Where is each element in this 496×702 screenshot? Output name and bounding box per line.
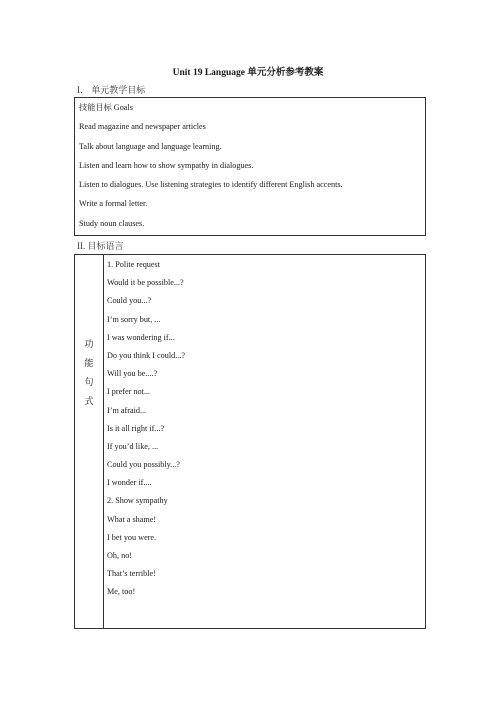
list-item: Oh, no! (107, 551, 133, 560)
list-item: If you’d like, ... (107, 441, 159, 451)
section-heading-target-language: II. 目标语言 (77, 241, 124, 251)
list-item: Is it all right if...? (107, 423, 165, 433)
label-char: 句 (84, 377, 94, 387)
list-item: 2. Show sympathy (107, 496, 168, 506)
label-char: 能 (84, 358, 94, 368)
sentence-list (107, 259, 185, 605)
goal-line: Listen and learn how to show sympathy in dialogues. (79, 160, 254, 170)
list-item: I wonder if.... (107, 478, 152, 488)
list-item: 1. Polite request (107, 260, 160, 269)
label-char: 式 (84, 396, 94, 406)
label-char: 功 (84, 339, 94, 349)
list-item: Could you...? (107, 296, 152, 306)
list-item: What a shame! (107, 514, 157, 524)
list-item: Could you possibly...? (107, 460, 180, 470)
goal-line: Write a formal letter. (79, 199, 148, 209)
goal-line: Read magazine and newspaper articles (79, 122, 206, 132)
list-item: I’m sorry but, ... (107, 314, 161, 324)
list-item: Will you be....? (107, 369, 158, 379)
list-item: Do you think I could...? (107, 350, 185, 360)
list-item: Me, too! (107, 587, 136, 597)
goals-table (74, 97, 426, 236)
list-item: Would it be possible...? (107, 278, 184, 288)
list-item: I bet you were. (107, 532, 157, 542)
goal-line: 技能目标 Goals (79, 103, 133, 112)
section-heading-goals: I． 单元教学目标 (77, 85, 146, 95)
function-sentence-label (75, 335, 103, 411)
goal-line: Study noun clauses. (79, 218, 145, 228)
list-item: I’m afraid... (107, 405, 147, 415)
list-item: That’s terrible! (107, 569, 156, 579)
goal-line: Talk about language and language learning. (79, 141, 222, 151)
column-divider (103, 255, 104, 628)
list-item: I was wondering if... (107, 332, 175, 342)
target-language-table (74, 254, 426, 629)
list-item: I prefer not... (107, 387, 150, 397)
document-title: Unit 19 Language 单元分析参考教案 (172, 68, 324, 78)
goal-line: Listen to dialogues. Use listening strategies to identify different English accents. (79, 180, 343, 190)
